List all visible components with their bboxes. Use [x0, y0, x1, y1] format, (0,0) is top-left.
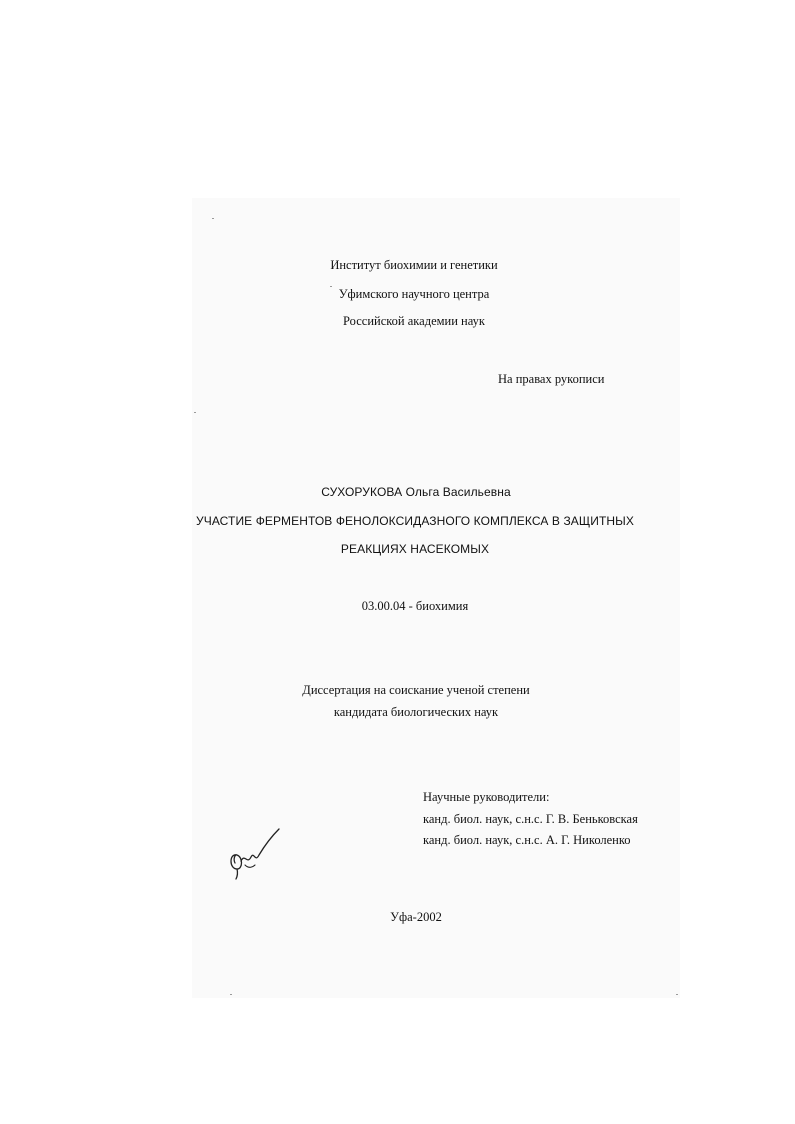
scan-speck: [230, 994, 232, 995]
supervisor-2: канд. биол. наук, с.н.с. А. Г. Николенко: [423, 833, 631, 847]
supervisor-1: канд. биол. наук, с.н.с. Г. В. Беньковская: [423, 812, 638, 826]
specialty-code: 03.00.04 - биохимия: [361, 599, 469, 613]
institution-line-3: Российской академии наук: [343, 314, 485, 328]
dissertation-title-line-2: РЕАКЦИЯХ НАСЕКОМЫХ: [340, 542, 490, 556]
handwritten-signature: [225, 825, 285, 881]
scan-speck: [194, 412, 196, 413]
author-name: СУХОРУКОВА Ольга Васильевна: [321, 485, 511, 499]
institution-line-1: Институт биохимии и генетики: [330, 258, 498, 272]
degree-line-2: кандидата биологических наук: [333, 705, 499, 719]
dissertation-title-line-1: УЧАСТИЕ ФЕРМЕНТОВ ФЕНОЛОКСИДАЗНОГО КОМПЛЕКСА В ЗАЩИТНЫХ: [195, 514, 635, 528]
scan-speck: [330, 286, 332, 287]
scan-speck: [676, 994, 678, 995]
manuscript-rights-note: На правах рукописи: [498, 372, 605, 386]
degree-line-1: Диссертация на соискание ученой степени: [302, 683, 530, 697]
city-and-year: Уфа-2002: [390, 910, 442, 924]
scan-speck: [212, 218, 214, 219]
supervisors-heading: Научные руководители:: [423, 790, 550, 804]
institution-line-2: Уфимского научного центра: [338, 287, 490, 301]
